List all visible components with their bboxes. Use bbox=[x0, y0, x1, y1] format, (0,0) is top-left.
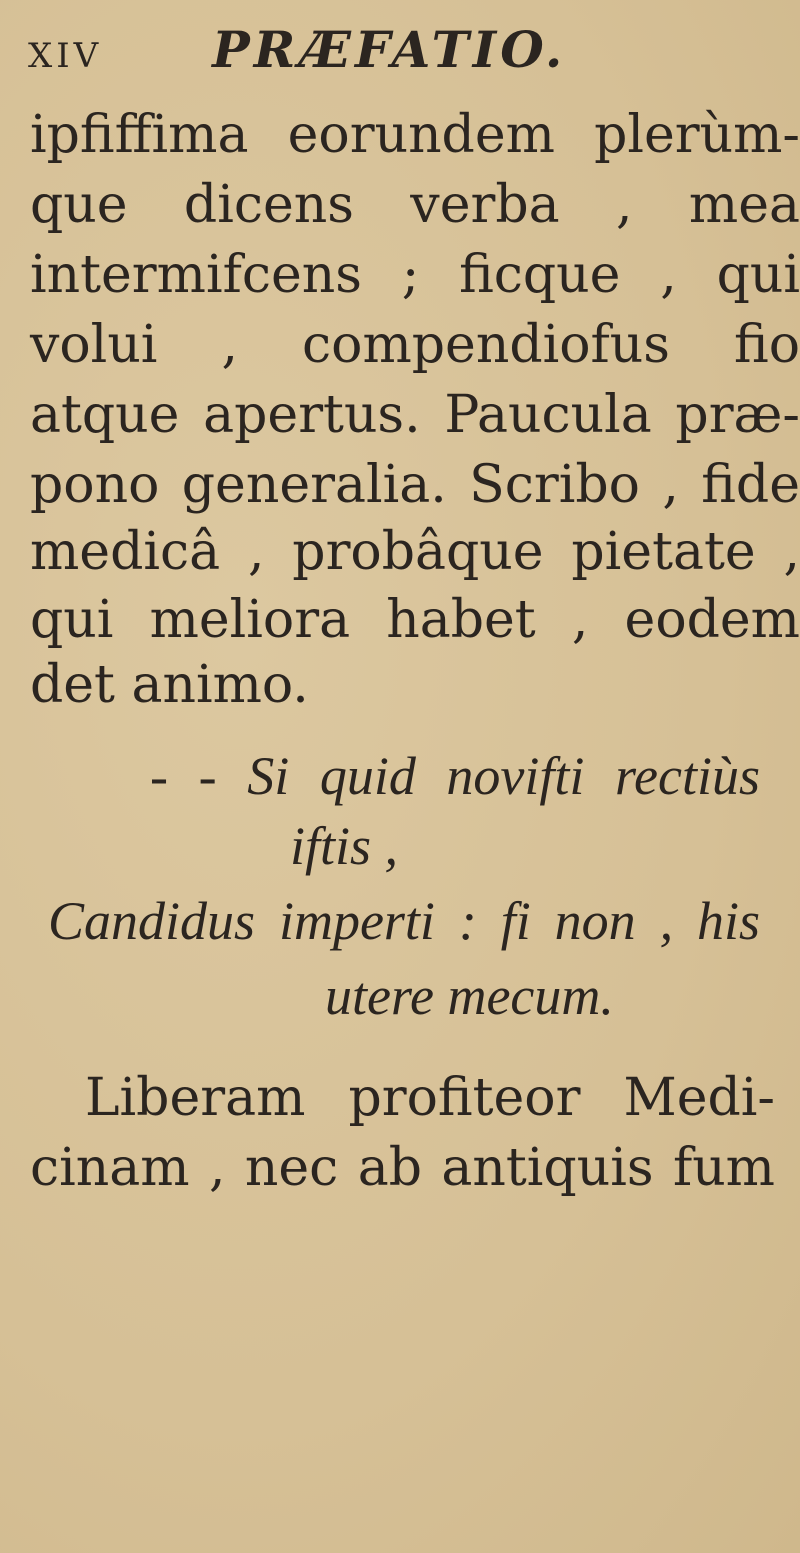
text-line: intermifcens ; ficque , qui bbox=[30, 245, 800, 305]
text-line: Liberam profiteor Medi- bbox=[85, 1068, 775, 1128]
text-line: atque apertus. Paucula præ- bbox=[30, 385, 800, 445]
text-line: que dicens verba , mea bbox=[30, 175, 800, 235]
header-title: PRÆFATIO. bbox=[212, 20, 567, 79]
text-line: ipfiffima eorundem plerùm- bbox=[30, 105, 800, 165]
page-number: XIV bbox=[28, 36, 103, 76]
quote-line: utere mecum. bbox=[325, 966, 614, 1026]
quote-line: - - Si quid novifti rectiùs bbox=[150, 746, 760, 806]
text-line: pono generalia. Scribo , fide bbox=[30, 455, 800, 515]
text-line: qui meliora habet , eodem bbox=[30, 590, 800, 650]
text-line: det animo. bbox=[30, 655, 309, 715]
text-line: volui , compendiofus fio bbox=[30, 315, 800, 375]
quote-line: iftis , bbox=[290, 816, 399, 876]
text-line: cinam , nec ab antiquis fum bbox=[30, 1138, 775, 1198]
quote-line: Candidus imperti : fi non , his bbox=[48, 891, 760, 951]
running-header bbox=[28, 20, 628, 79]
text-line: medicâ , probâque pietate , bbox=[30, 522, 800, 582]
